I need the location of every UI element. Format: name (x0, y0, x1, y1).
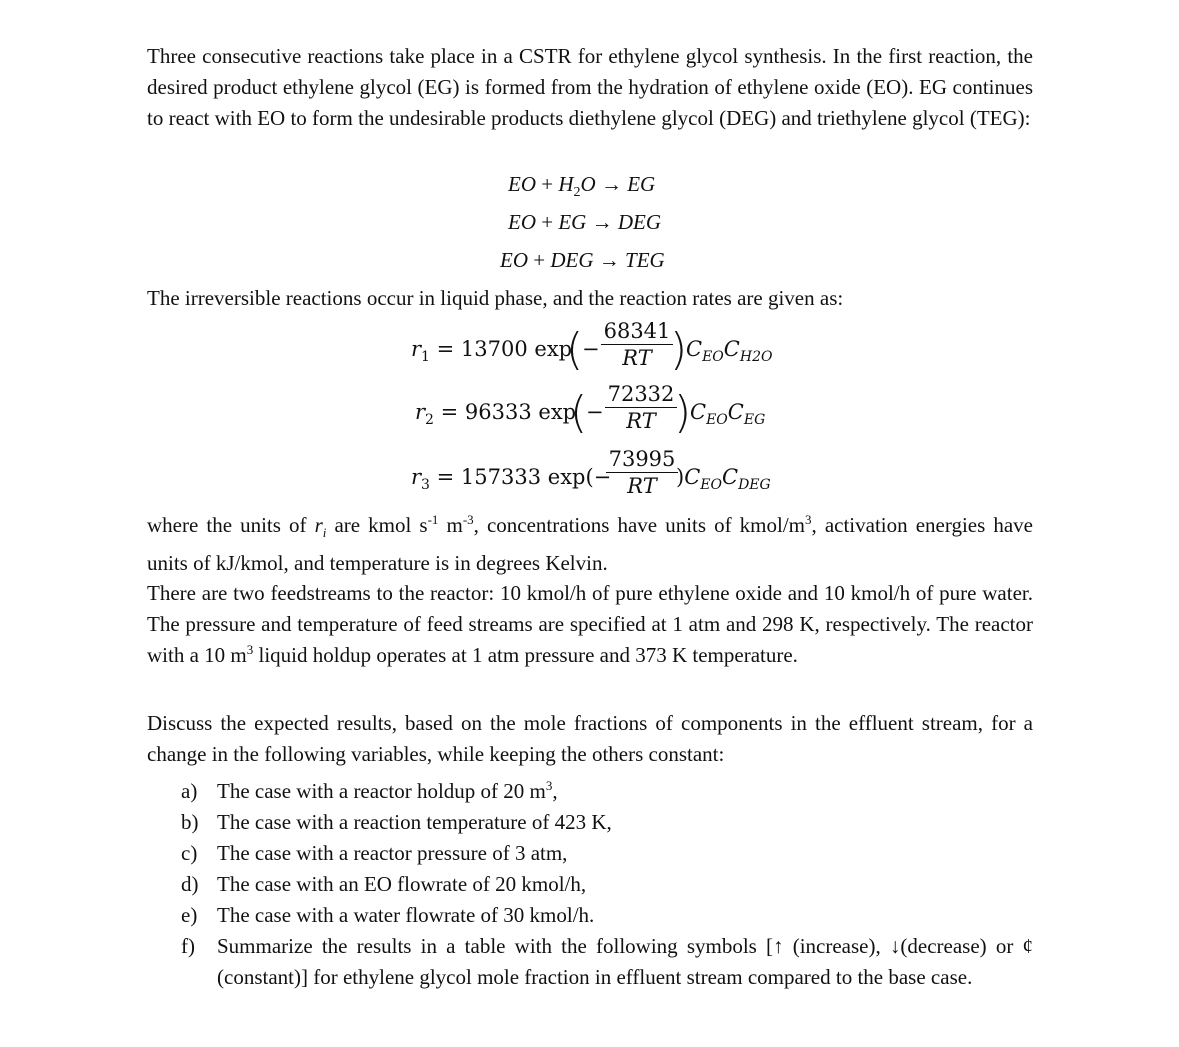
reactant-deg: DEG (550, 248, 594, 272)
rate-1-lhs (411, 337, 572, 365)
list-item: d) The case with an EO flowrate of 20 kmol/h, (181, 872, 587, 896)
arrow-icon: → (591, 210, 613, 234)
right-paren: ) (674, 387, 692, 438)
question-list (181, 776, 1033, 993)
conc-symbol: C (686, 337, 703, 361)
arrow-icon: → (600, 172, 622, 196)
close-paren: ) (676, 465, 685, 489)
reactant-eo: EO (508, 172, 536, 196)
rate-3-lhs (411, 465, 611, 493)
product-teg: TEG (625, 248, 665, 272)
rate-3-fraction (606, 447, 678, 498)
conc-symbol: C (690, 400, 707, 424)
reactant-water-sub: 2 (573, 185, 581, 200)
fraction-bar (606, 472, 678, 473)
rate-3-concentrations (676, 465, 771, 493)
activation-energy: 73995 (608, 447, 676, 471)
rt-denominator: RT (627, 474, 657, 498)
conc-symbol: C (727, 400, 744, 424)
activation-energy: 72332 (607, 382, 675, 406)
rate-symbol: r (415, 400, 426, 424)
left-paren: ( (566, 324, 584, 375)
reaction-3 (500, 248, 665, 273)
rate-subscript: 2 (425, 412, 434, 428)
conc-symbol: C (723, 337, 740, 361)
rate-prefix: = 13700 exp (436, 337, 573, 361)
plus-sign: + (541, 172, 554, 196)
plus-sign: + (533, 248, 546, 272)
reactant-eg: EG (558, 210, 587, 234)
rt-denominator: RT (622, 346, 652, 370)
reactant-water-o: O (580, 172, 596, 196)
rate-subscript: 3 (421, 477, 430, 493)
conc-sub: EO (706, 412, 728, 428)
minus-sign: − (586, 400, 604, 424)
reaction-1 (508, 172, 655, 201)
units-paragraph: where the units of $r_i$ are kmol $s^{-1}$ $m^{-3}$, concentrations have units of kmol/$m^3$, activation energies have units of kJ/kmol, and temperature is in degrees Kelvin. (147, 512, 1033, 576)
list-item: e) The case with a water flowrate of 30 kmol/h. (181, 903, 595, 927)
conc-sub: H2O (739, 349, 773, 365)
rate-subscript: 1 (421, 349, 430, 365)
reaction-2 (508, 210, 661, 235)
list-item: f) Summarize the results in a table with the following symbols [↑ (increase), ↓(decrease) or ¢(constant)] for ethylene glycol mole fraction in effluent stream compared to the base case. (181, 934, 1033, 989)
rt-denominator: RT (626, 409, 656, 433)
left-paren: ( (570, 387, 588, 438)
rates-intro: The irreversible reactions occur in liquid phase, and the reaction rates are given as: (147, 286, 844, 310)
conc-sub: EO (700, 477, 722, 493)
fraction-bar (601, 344, 673, 345)
feed-paragraph: There are two feedstreams to the reactor: 10 kmol/h of pure ethylene oxide and 10 kmol/h of pure water. The pressure and temperature of feed streams are specified at 1 atm and 298 K, respectively. The reactor with a 10 $m^3$ liquid holdup operates at 1 atm pressure and 373 K temperature. (147, 581, 1033, 667)
activation-energy: 68341 (603, 319, 671, 343)
reactant-eo: EO (508, 210, 536, 234)
list-item: b) The case with a reaction temperature of 423 K, (181, 810, 612, 834)
conc-symbol: C (721, 465, 739, 489)
fraction-bar (605, 407, 677, 408)
rate-2-lhs (415, 400, 576, 428)
product-eg: EG (627, 172, 656, 196)
conc-sub: EG (743, 412, 766, 428)
conc-sub: EO (702, 349, 724, 365)
product-deg: DEG (617, 210, 662, 234)
right-paren: ) (670, 324, 688, 375)
discuss-paragraph: Discuss the expected results, based on the mole fractions of components in the effluent stream, for a change in the following variables, while keeping the others constant: (147, 711, 1033, 766)
reactant-eo: EO (500, 248, 528, 272)
rate-2-concentrations (690, 400, 765, 428)
conc-symbol: C (684, 465, 701, 489)
rate-prefix: = 96333 exp (440, 400, 577, 424)
rate-1-fraction (601, 319, 673, 370)
arrow-icon: → (598, 248, 620, 272)
intro-paragraph: Three consecutive reactions take place in a CSTR for ethylene glycol synthesis. In the first reaction, the desired product ethylene glycol (EG) is formed from the hydration of ethylene oxide (EO). EG continues to react with EO to form the undesirable products diethylene glycol (DEG) and triethylene glycol (TEG): (147, 44, 1033, 130)
rate-prefix: = 157333 exp(− (436, 465, 612, 489)
list-item: a) The case with a reactor holdup of 20 $m^3$, (181, 778, 558, 803)
list-item: c) The case with a reactor pressure of 3 atm, (181, 841, 568, 865)
conc-sub: DEG (738, 477, 771, 493)
rate-2-fraction (605, 382, 677, 433)
plus-sign: + (541, 210, 554, 234)
reactant-water-h: H (558, 172, 574, 196)
rate-symbol: r (411, 337, 422, 361)
rate-1-concentrations (686, 337, 772, 365)
rate-symbol: r (411, 465, 422, 489)
minus-sign: − (582, 337, 600, 361)
